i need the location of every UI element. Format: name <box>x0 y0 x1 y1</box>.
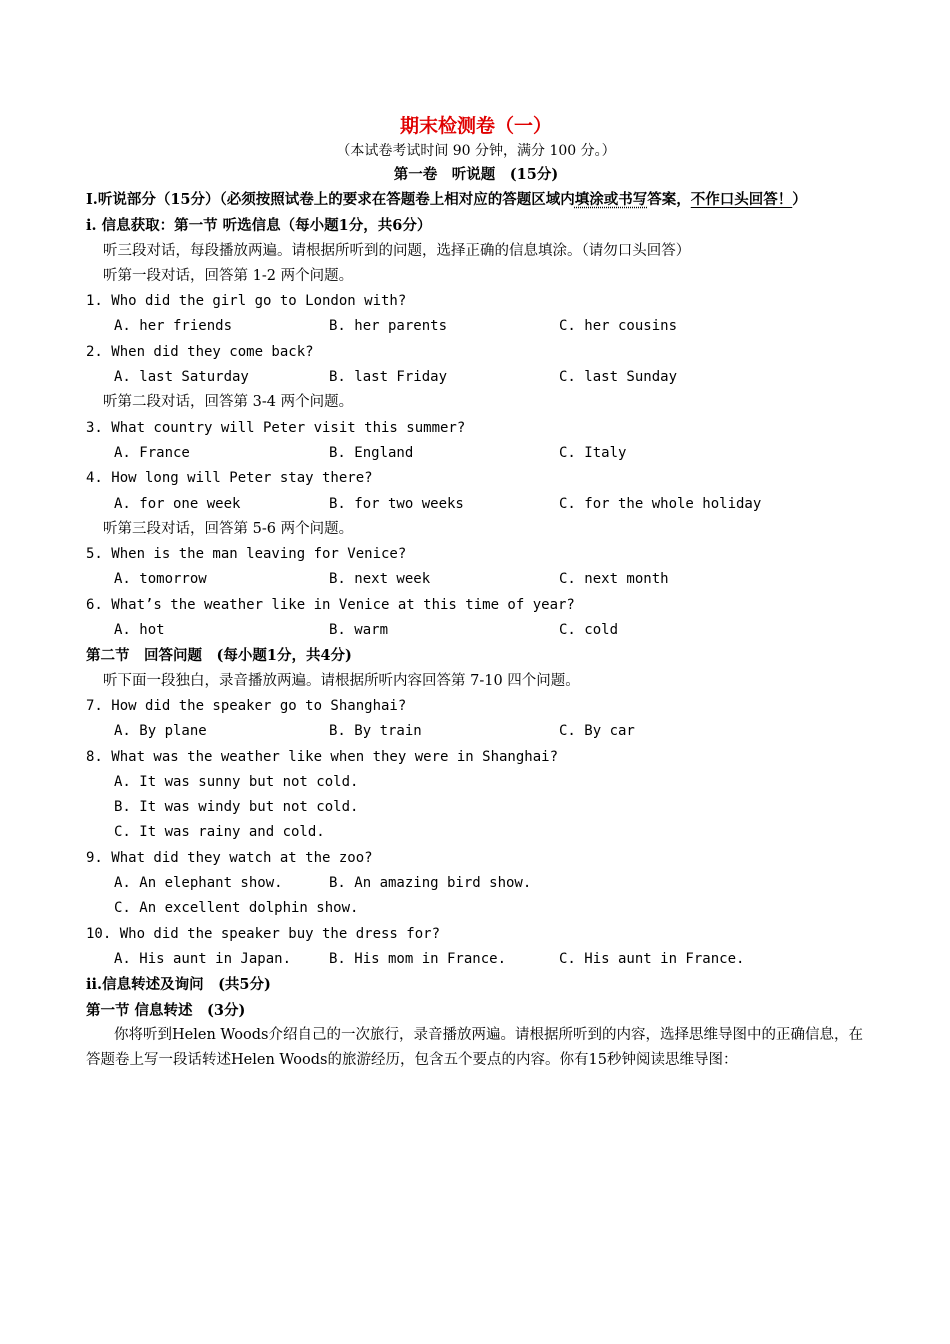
question-9: 9. What did they watch at the zoo? <box>86 849 373 866</box>
option-b[interactable]: B. her parents <box>329 318 448 335</box>
option-b[interactable]: B. An amazing bird show. <box>329 875 532 892</box>
option-a[interactable]: A. hot <box>114 622 165 639</box>
question-3: 3. What country will Peter visit this summer? <box>86 419 466 436</box>
question-3-options <box>86 441 866 466</box>
dialog-1-instruction: 听第一段对话，回答第 1-2 两个问题。 <box>103 267 354 284</box>
section-ii-paragraph: 你将听到Helen Woods介绍自己的一次旅行，录音播放两遍。请根据所听到的内容，选择思维导图中的正确信息，在答题卷上写一段话转述Helen Woods的旅游经历，包含五个要点的内容。你有15秒钟阅读思维导图： <box>86 1026 863 1069</box>
option-a[interactable]: A. An elephant show. <box>114 875 283 892</box>
option-c[interactable]: C. Italy <box>559 444 627 461</box>
dialog-2-instruction: 听第二段对话，回答第 3-4 两个问题。 <box>103 394 354 411</box>
option-c[interactable]: C. It was rainy and cold. <box>114 824 325 841</box>
question-10: 10. Who did the speaker buy the dress for? <box>86 925 441 942</box>
question-1: 1. Who did the girl go to London with? <box>86 293 407 310</box>
option-a[interactable]: A. her friends <box>114 318 233 335</box>
option-a[interactable]: A. His aunt in Japan. <box>114 950 292 967</box>
question-9-options <box>86 871 866 896</box>
option-c[interactable]: C. An excellent dolphin show. <box>114 900 359 917</box>
exam-page <box>86 112 866 1074</box>
question-5: 5. When is the man leaving for Venice? <box>86 546 407 563</box>
question-4-options <box>86 492 866 517</box>
question-2-options <box>86 365 866 390</box>
question-5-options <box>86 567 866 592</box>
dialog-3-instruction: 听第三段对话，回答第 5-6 两个问题。 <box>103 520 354 537</box>
question-10-options <box>86 947 866 972</box>
option-a[interactable]: A. tomorrow <box>114 571 207 588</box>
option-c[interactable]: C. next month <box>559 571 669 588</box>
question-7: 7. How did the speaker go to Shanghai? <box>86 697 407 714</box>
option-c[interactable]: C. for the whole holiday <box>559 495 762 512</box>
option-a[interactable]: A. for one week <box>114 495 241 512</box>
option-b[interactable]: B. It was windy but not cold. <box>114 799 359 816</box>
section-2-heading: 第二节 回答问题 (每小题1分，共4分) <box>86 647 352 665</box>
option-c[interactable]: C. her cousins <box>559 318 678 335</box>
option-a[interactable]: A. France <box>114 444 190 461</box>
exam-time-note: （本试卷考试时间 90 分钟，满分 100 分。） <box>336 143 616 159</box>
section-i-intro: 听三段对话，每段播放两遍。请根据所听到的问题，选择正确的信息填涂。（请勿口头回答） <box>103 242 691 259</box>
option-a[interactable]: A. By plane <box>114 723 207 740</box>
option-b[interactable]: B. next week <box>329 571 431 588</box>
part1-heading: I.听说部分（15分）（必须按照试卷上的要求在答题卷上相对应的答题区域内填涂或书写答案，不作口头回答！） <box>86 191 807 208</box>
option-a[interactable]: A. It was sunny but not cold. <box>114 773 359 790</box>
option-c[interactable]: C. cold <box>559 622 619 639</box>
option-a[interactable]: A. last Saturday <box>114 369 249 386</box>
section-2-intro: 听下面一段独白，录音播放两遍。请根据所听内容回答第 7-10 四个问题。 <box>103 672 580 689</box>
question-8: 8. What was the weather like when they were in Shanghai? <box>86 748 559 765</box>
question-2: 2. When did they come back? <box>86 343 314 360</box>
option-b[interactable]: B. last Friday <box>329 369 448 386</box>
question-1-options <box>86 314 866 339</box>
option-b[interactable]: B. England <box>329 444 414 461</box>
question-4: 4. How long will Peter stay there? <box>86 470 373 487</box>
option-c[interactable]: C. By car <box>559 723 635 740</box>
question-7-options <box>86 719 866 744</box>
section-i-heading: i. 信息获取：第一节 听选信息（每小题1分，共6分） <box>86 217 432 235</box>
option-c[interactable]: C. His aunt in France. <box>559 950 745 967</box>
section-ii-heading: ii.信息转述及询问 (共5分) <box>86 976 271 994</box>
option-b[interactable]: B. for two weeks <box>329 495 464 512</box>
question-6: 6. What’s the weather like in Venice at this time of year? <box>86 596 575 613</box>
option-b[interactable]: B. By train <box>329 723 422 740</box>
option-b[interactable]: B. His mom in France. <box>329 950 507 967</box>
question-6-options <box>86 618 866 643</box>
option-c[interactable]: C. last Sunday <box>559 369 678 386</box>
exam-title: 期末检测卷（一） <box>399 115 552 137</box>
volume-heading: 第一卷 听说题 (15分) <box>393 166 559 183</box>
section-ii-subheading: 第一节 信息转述 (3分) <box>86 1001 246 1019</box>
option-b[interactable]: B. warm <box>329 622 389 639</box>
